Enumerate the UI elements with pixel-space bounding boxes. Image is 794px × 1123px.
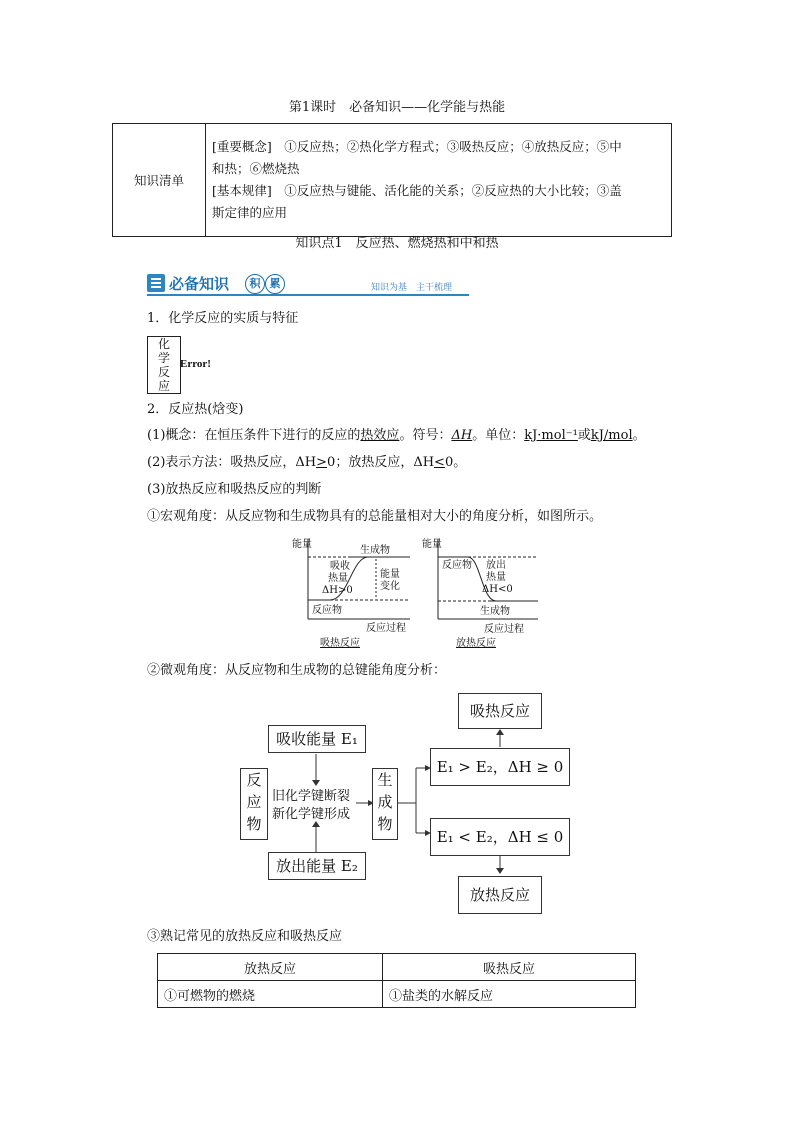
answer: ΔH <box>451 428 473 443</box>
text: 。 <box>632 428 646 443</box>
release-energy-box: 放出能量 E₂ <box>268 852 366 880</box>
left-caption: 吸热反应 <box>320 638 360 649</box>
table-row <box>158 981 636 1008</box>
left-a2: 热量 <box>328 573 348 584</box>
document-icon <box>147 274 165 292</box>
banner-circle-1: 积 <box>245 274 265 294</box>
banner-underline <box>147 294 469 296</box>
exothermic-box: 放热反应 <box>458 876 542 914</box>
knowledge-point-heading: 知识点1 反应热、燃烧热和中和热 <box>295 236 499 251</box>
representation-line <box>147 453 466 473</box>
absorb-energy-box: 吸收能量 E₁ <box>268 725 366 753</box>
text: (2)表示方法：吸热反应，ΔH <box>147 455 317 470</box>
box-char: 生 <box>377 771 393 789</box>
box-char: 学 <box>157 351 170 365</box>
box-char: 物 <box>377 815 393 833</box>
text: 。单位： <box>472 428 525 443</box>
knowledge-list-label: 知识清单 <box>113 124 206 237</box>
right-a3: ΔH<0 <box>482 584 513 595</box>
left-b1: 能量 <box>380 569 400 580</box>
left-b2: 变化 <box>380 581 400 592</box>
table-cell: ①可燃物的燃烧 <box>158 981 383 1008</box>
box-char: 化 <box>157 337 170 351</box>
reactant-box <box>240 768 268 840</box>
box-char: 反 <box>246 771 262 789</box>
knowledge-list-table <box>112 123 672 237</box>
section-banner <box>147 272 469 296</box>
right-bottom-label: 生成物 <box>480 606 510 617</box>
knowledge-list-body <box>206 124 672 237</box>
left-x-label: 反应过程 <box>366 623 406 634</box>
condition-exo-box: E₁ < E₂，ΔH ≤ 0 <box>430 818 570 856</box>
answer: < <box>434 455 445 470</box>
rules-line-2: 斯定律的应用 <box>212 205 288 220</box>
right-a2: 热量 <box>486 572 506 583</box>
reaction-types-table <box>157 953 636 1008</box>
section-2-heading: 2．反应热(焓变) <box>147 402 244 417</box>
table-header: 放热反应 <box>158 954 383 981</box>
memorize-line: ③熟记常见的放热反应和吸热反应 <box>147 929 343 944</box>
text: 。符号： <box>399 428 452 443</box>
box-char: 反 <box>157 365 170 379</box>
endothermic-box: 吸热反应 <box>458 693 542 729</box>
table-header-row <box>158 954 636 981</box>
answer: kJ·mol⁻¹ <box>524 428 578 443</box>
concepts-line-2: 和热；⑥燃烧热 <box>212 161 300 176</box>
right-a1: 放出 <box>486 560 506 571</box>
text: 0；放热反应，ΔH <box>327 455 435 470</box>
micro-line: ②微观角度：从反应物和生成物的总键能角度分析： <box>147 663 447 678</box>
answer: 热效应 <box>360 428 400 443</box>
energy-diagrams <box>290 535 540 650</box>
answer: > <box>316 455 328 470</box>
right-y-label: 能量 <box>422 539 442 550</box>
rules-line-1: [基本规律] ①反应热与键能、活化能的关系；②反应热的大小比较；③盖 <box>212 183 622 198</box>
page-title: 第1课时 必备知识——化学能与热能 <box>288 100 506 115</box>
product-box <box>372 768 398 840</box>
left-bottom-label: 反应物 <box>312 605 342 616</box>
box-char: 应 <box>246 793 262 811</box>
concept-line <box>147 426 646 446</box>
banner-title: 必备知识 <box>169 275 230 293</box>
banner-subtitle: 知识为基 主干梳理 <box>371 283 453 293</box>
text: 或 <box>577 428 591 443</box>
box-char: 成 <box>377 793 393 811</box>
table-header: 吸热反应 <box>382 954 635 981</box>
answer: kJ/mol <box>590 428 633 443</box>
left-a3: ΔH>0 <box>322 585 353 596</box>
box-char: 应 <box>157 379 170 393</box>
text: (1)概念：在恒压条件下进行的反应的 <box>147 428 361 443</box>
bond-break-text: 旧化学键断裂 <box>272 789 351 804</box>
text: 0。 <box>444 455 467 470</box>
error-text: Error! <box>180 358 211 370</box>
banner-circle-2: 累 <box>265 274 285 294</box>
judgement-heading: (3)放热反应和吸热反应的判断 <box>147 482 322 497</box>
section-1-heading: 1．化学反应的实质与特征 <box>147 311 299 326</box>
box-char: 物 <box>246 815 262 833</box>
left-top-label: 生成物 <box>360 545 390 556</box>
bond-form-text: 新化学键形成 <box>272 807 351 822</box>
condition-endo-box: E₁ > E₂，ΔH ≥ 0 <box>430 748 570 786</box>
concepts-line-1: [重要概念] ①反应热；②热化学方程式；③吸热反应；④放热反应；⑤中 <box>212 139 622 154</box>
table-cell: ①盐类的水解反应 <box>382 981 635 1008</box>
left-a1: 吸收 <box>330 561 350 572</box>
right-x-label: 反应过程 <box>484 624 524 635</box>
right-caption: 放热反应 <box>456 638 496 649</box>
left-y-label: 能量 <box>292 539 312 550</box>
reaction-label-box <box>147 336 181 394</box>
right-top-label: 反应物 <box>442 560 472 571</box>
macro-line: ①宏观角度：从反应物和生成物具有的总能量相对大小的角度分析，如图所示。 <box>147 509 603 524</box>
